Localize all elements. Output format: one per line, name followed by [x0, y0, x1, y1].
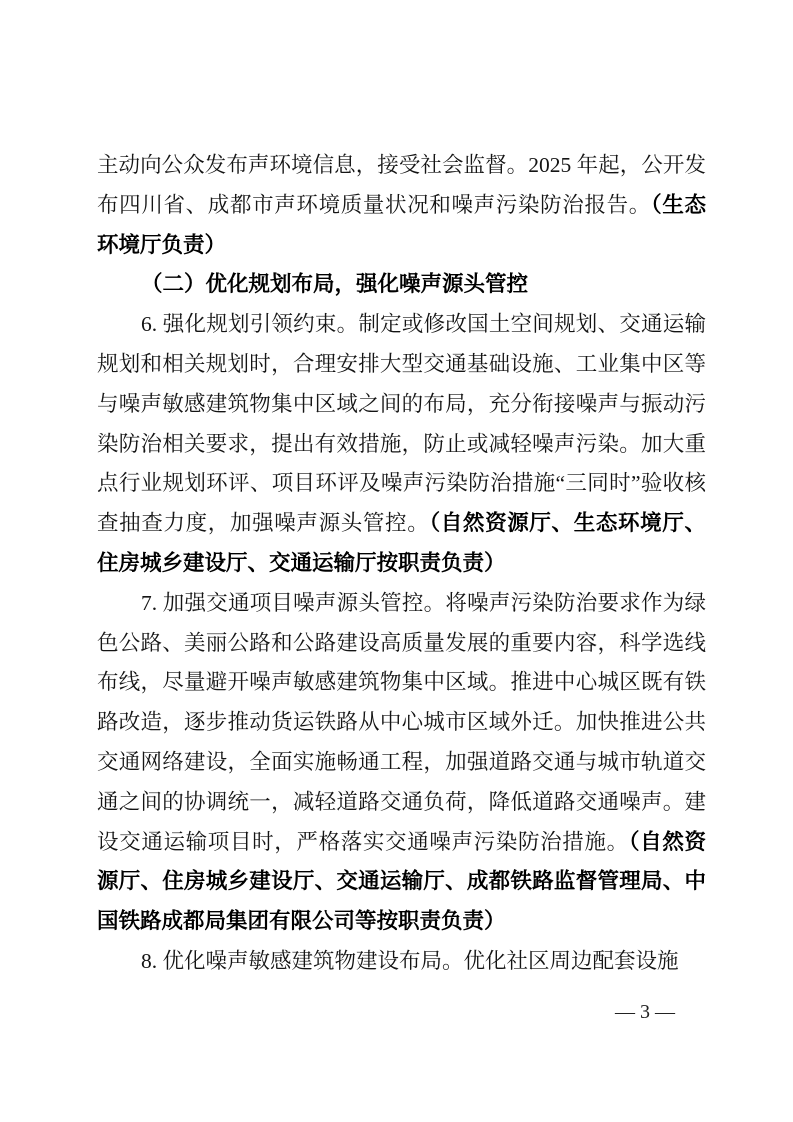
- section-heading-text: （二）优化规划布局，强化噪声源头管控: [141, 272, 529, 297]
- responsibility-note: （自然资源厅、住房城乡建设厅、交通运输厅、成都铁路监督管理局、中国铁路成都局集团有限公司等按职责负责）: [97, 829, 706, 934]
- responsibility-note: （自然资源厅、生态环境厅、住房城乡建设厅、交通运输厅按职责负责）: [97, 511, 706, 575]
- paragraph-text: 7. 加强交通项目噪声源头管控。将噪声污染防治要求作为绿色公路、美丽公路和公路建设高质量发展的重要内容，科学选线布线，尽量避开噪声敏感建筑物集中区域。推进中心城区既有铁路改造，逐步推动货运铁路从中心城市区域外迁。加快推进公共交通网络建设，全面实施畅通工程，加强道路交通与城市轨道交通之间的协调统一，减轻道路交通负荷，降低道路交通噪声。建设交通运输项目时，严格落实交通噪声污染防治措施。: [97, 590, 706, 854]
- paragraph-text: 主动向公众发布声环境信息，接受社会监督。2025 年起，公开发布四川省、成都市声环境质量状况和噪声污染防治报告。: [97, 153, 706, 217]
- document-body: [97, 146, 706, 982]
- responsibility-note: （生态环境厅负责）: [97, 192, 706, 257]
- page-number: — 3 —: [615, 1001, 675, 1023]
- paragraph-item-6: [97, 305, 706, 584]
- paragraph-item-8: [97, 942, 706, 982]
- paragraph-text: 6. 强化规划引领约束。制定或修改国土空间规划、交通运输规划和相关规划时，合理安排大型交通基础设施、工业集中区等与噪声敏感建筑物集中区域之间的布局，充分衔接噪声与振动污染防治相关要求，提出有效措施，防止或减轻噪声污染。加大重点行业规划环评、项目环评及噪声污染防治措施“三同时”验收核查抽查力度，加强噪声源头管控。: [97, 312, 706, 536]
- paragraph-item-7: [97, 584, 706, 942]
- paragraph-continuation: [97, 146, 706, 265]
- paragraph-text: 8. 优化噪声敏感建筑物建设布局。优化社区周边配套设施: [141, 948, 679, 973]
- section-heading: [97, 265, 706, 305]
